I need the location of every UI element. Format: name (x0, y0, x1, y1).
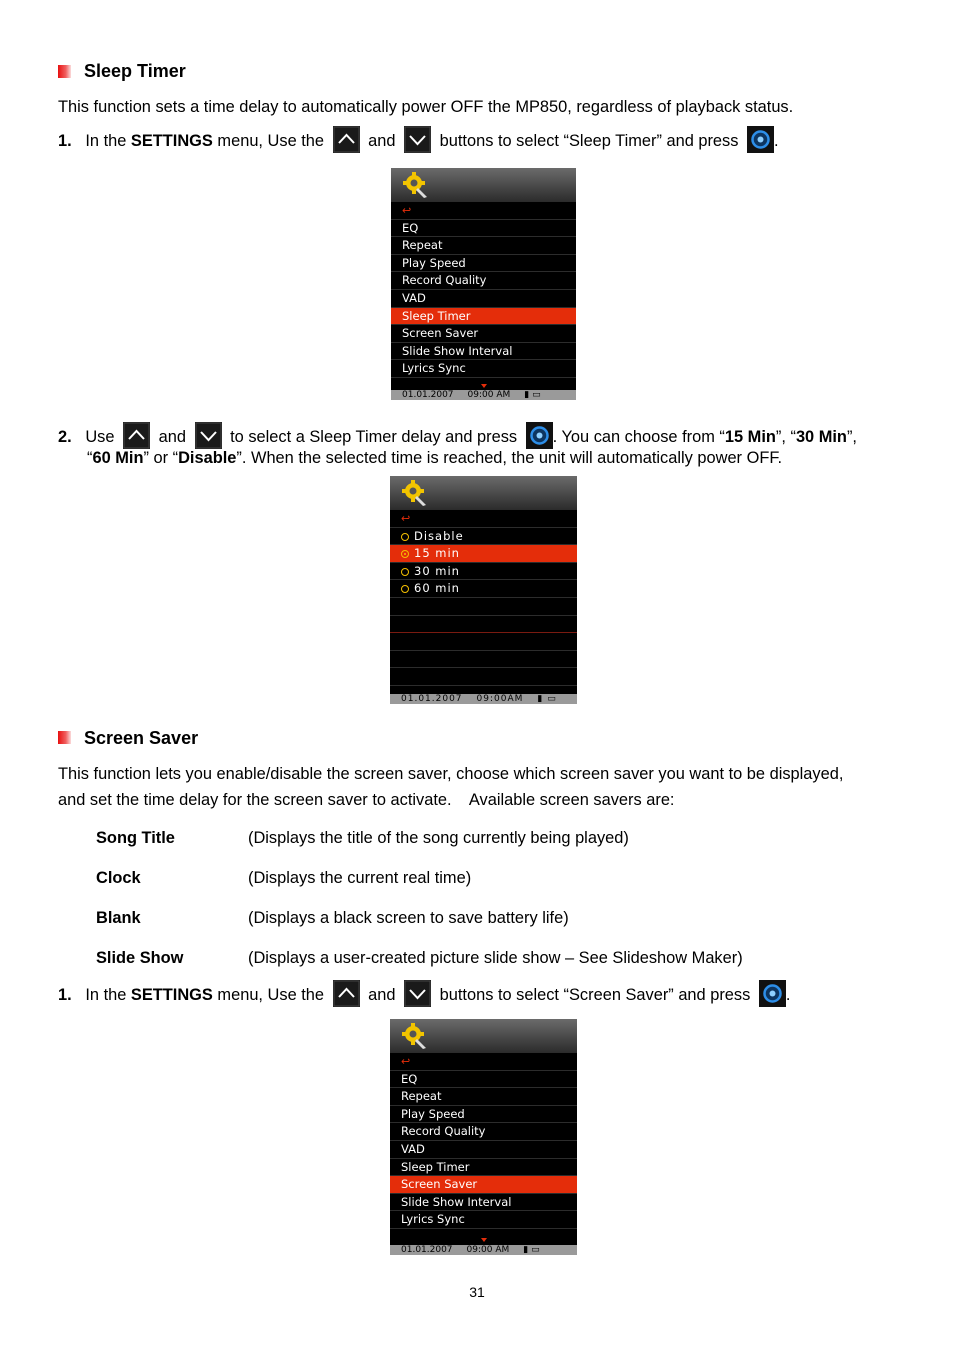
sleep-timer-step2 (58, 422, 857, 449)
option-bold: 15 Min (724, 428, 776, 446)
lock-battery-icon: ▮ ▭ (537, 694, 557, 704)
enter-button-icon (759, 980, 786, 1007)
option-bold: Disable (178, 449, 237, 467)
saver-blank (96, 908, 141, 928)
option-60-min (390, 580, 577, 598)
screen-header (390, 476, 577, 510)
menu-item-lyrics-sync: Lyrics Sync (390, 1211, 577, 1229)
radio-icon (401, 533, 409, 541)
saver-song-title (96, 828, 175, 848)
menu-item-screen-saver: Screen Saver (391, 325, 576, 343)
saver-clock (96, 868, 141, 888)
menu-item-slide-show-interval: Slide Show Interval (391, 343, 576, 361)
step-text: buttons to select “Screen Saver” and press (439, 986, 751, 1004)
settings-gear-icon (403, 172, 429, 198)
back-icon: ↩ (391, 202, 576, 220)
menu-item-repeat: Repeat (391, 237, 576, 255)
enter-button-icon (747, 126, 774, 153)
menu-item-record-quality: Record Quality (390, 1123, 577, 1141)
empty-row (390, 668, 577, 686)
settings-bold: SETTINGS (130, 986, 213, 1004)
option-15-min (390, 545, 577, 563)
up-button-icon (333, 980, 360, 1007)
saver-name: Blank (96, 909, 141, 927)
settings-menu-screen-2 (390, 1019, 577, 1255)
saver-name: Song Title (96, 829, 175, 847)
status-date: 01.01.2007 (401, 1245, 453, 1255)
menu-item-repeat: Repeat (390, 1088, 577, 1106)
status-time: 09:00 AM (466, 1245, 510, 1255)
menu-item-sleep-timer: Sleep Timer (390, 1159, 577, 1177)
step-text: ” or “ (143, 449, 179, 467)
option-30-min (390, 563, 577, 581)
option-label: Disable (414, 528, 464, 543)
screen-saver-step1 (58, 980, 790, 1007)
step-text: ”, “ (775, 428, 796, 446)
option-label: 15 min (414, 546, 460, 561)
step-text: ”, (846, 428, 857, 446)
status-time: 09:00AM (476, 694, 524, 704)
option-disable (390, 528, 577, 546)
page-number: 31 (469, 1284, 485, 1300)
saver-name: Slide Show (96, 949, 184, 967)
step-text: buttons to select “Sleep Timer” and press (439, 132, 739, 150)
saver-clock-desc: (Displays the current real time) (248, 869, 472, 887)
settings-gear-icon (402, 480, 428, 506)
section-bullet (58, 731, 71, 744)
radio-icon (401, 585, 409, 593)
step-number: 1. (58, 132, 72, 150)
empty-row (390, 651, 577, 669)
sleep-timer-step1 (58, 126, 779, 153)
menu-item-vad: VAD (390, 1141, 577, 1159)
back-icon: ↩ (390, 510, 577, 528)
menu-item-sleep-timer: Sleep Timer (391, 308, 576, 326)
menu-item-lyrics-sync: Lyrics Sync (391, 360, 576, 378)
settings-bold: SETTINGS (130, 132, 213, 150)
menu-item-slide-show-interval: Slide Show Interval (390, 1194, 577, 1212)
empty-row (390, 616, 577, 634)
status-time: 09:00 AM (467, 390, 511, 400)
down-button-icon (404, 980, 431, 1007)
settings-menu-screen (391, 168, 576, 400)
empty-row (390, 598, 577, 616)
saver-song-title-desc: (Displays the title of the song currently being played) (248, 829, 629, 847)
menu-item-vad: VAD (391, 290, 576, 308)
status-bar (391, 390, 576, 400)
screen-saver-heading: Screen Saver (84, 728, 199, 748)
status-date: 01.01.2007 (401, 694, 463, 704)
step-text: . You can choose from “ (552, 428, 725, 446)
step-text: . (774, 132, 779, 150)
menu-item-screen-saver: Screen Saver (390, 1176, 577, 1194)
option-label: 30 min (414, 563, 460, 578)
sleep-timer-intro: This function sets a time delay to automatically power OFF the MP850, regardless of playback status. (58, 98, 794, 116)
screen-saver-intro-2: and set the time delay for the screen saver to activate. Available screen savers are: (58, 791, 675, 809)
status-bar (390, 1245, 577, 1255)
sleep-timer-heading: Sleep Timer (84, 61, 186, 81)
saver-blank-desc: (Displays a black screen to save battery life) (248, 909, 569, 927)
step-text: In the (85, 132, 131, 150)
sleep-timer-screen (390, 476, 577, 704)
status-bar (390, 694, 577, 704)
lock-battery-icon: ▮ ▭ (523, 1245, 540, 1255)
scroll-down-icon (481, 384, 487, 388)
lock-battery-icon: ▮ ▭ (524, 390, 541, 400)
step-text: ”. When the selected time is reached, the unit will automatically power OFF. (236, 449, 783, 467)
menu-item-play-speed: Play Speed (390, 1106, 577, 1124)
saver-name: Clock (96, 869, 141, 887)
menu-item-eq: EQ (390, 1071, 577, 1089)
up-button-icon (123, 422, 150, 449)
down-button-icon (195, 422, 222, 449)
step-text: . (785, 986, 791, 1004)
sleep-timer-step2-line2 (87, 448, 782, 468)
option-label: 60 min (414, 581, 460, 596)
step-text: “ (87, 449, 93, 467)
scroll-down-icon (481, 1238, 487, 1242)
option-bold: 30 Min (795, 428, 847, 446)
section-bullet (58, 65, 71, 78)
saver-slide-show-desc: (Displays a user-created picture slide show – See Slideshow Maker) (248, 949, 743, 967)
enter-button-icon (526, 422, 553, 449)
step-text: and (158, 428, 186, 446)
screen-header (391, 168, 576, 202)
settings-gear-icon (402, 1023, 428, 1049)
empty-row (390, 633, 577, 651)
step-text: to select a Sleep Timer delay and press (230, 428, 518, 446)
step-text: and (368, 132, 396, 150)
screen-header (390, 1019, 577, 1053)
radio-icon (401, 568, 409, 576)
radio-selected-icon (401, 550, 409, 558)
down-button-icon (404, 126, 431, 153)
step-text: Use (85, 428, 115, 446)
step-number: 2. (58, 428, 72, 446)
option-bold: 60 Min (92, 449, 144, 467)
step-text: In the (85, 986, 131, 1004)
screen-saver-intro-1: This function lets you enable/disable the screen saver, choose which screen saver you want to be displayed, (58, 765, 844, 783)
menu-item-eq: EQ (391, 220, 576, 238)
step-number: 1. (58, 986, 72, 1004)
menu-item-record-quality: Record Quality (391, 272, 576, 290)
menu-item-play-speed: Play Speed (391, 255, 576, 273)
up-button-icon (333, 126, 360, 153)
step-text: and (368, 986, 396, 1004)
step-text: menu, Use the (212, 132, 329, 150)
saver-slide-show (96, 948, 183, 968)
back-icon: ↩ (390, 1053, 577, 1071)
status-date: 01.01.2007 (402, 390, 454, 400)
step-text: menu, Use the (212, 986, 329, 1004)
